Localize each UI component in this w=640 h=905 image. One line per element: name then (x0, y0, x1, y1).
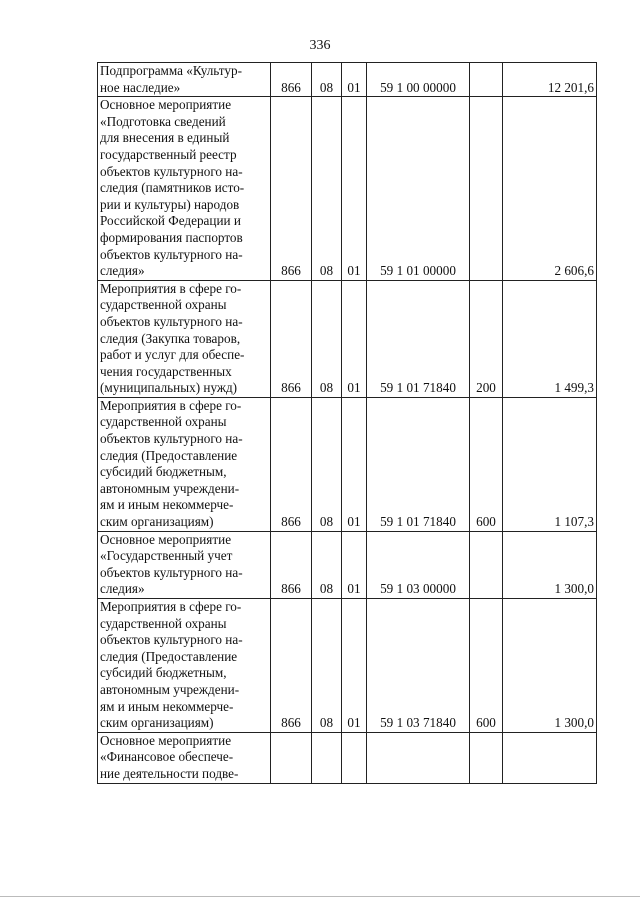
admin-code: 866 (271, 397, 312, 531)
row-description: Мероприятия в сфере го- сударственной охраны объектов культурного на- следия (Предоставление субсидий бюджетным, автономным учреждени- ям и иным некоммерче- ским организациям) (98, 397, 271, 531)
expense-type: 600 (470, 397, 503, 531)
target-article: 59 1 03 00000 (367, 531, 470, 598)
expense-type (470, 97, 503, 281)
section-code: 08 (312, 97, 342, 281)
admin-code (271, 732, 312, 783)
table-row (98, 97, 597, 281)
row-description: Мероприятия в сфере го- сударственной охраны объектов культурного на- следия (Закупка товаров, работ и услуг для обеспе- чения государственных (муниципальных) нужд) (98, 280, 271, 397)
amount: 1 300,0 (503, 599, 597, 733)
section-code: 08 (312, 599, 342, 733)
target-article: 59 1 01 71840 (367, 397, 470, 531)
subsection-code: 01 (342, 280, 367, 397)
table-row (98, 732, 597, 783)
subsection-code: 01 (342, 97, 367, 281)
amount: 1 499,3 (503, 280, 597, 397)
target-article: 59 1 03 71840 (367, 599, 470, 733)
row-description: Мероприятия в сфере го- сударственной охраны объектов культурного на- следия (Предоставление субсидий бюджетным, автономным учреждени- ям и иным некоммерче- ским организациям) (98, 599, 271, 733)
target-article: 59 1 00 00000 (367, 63, 470, 97)
footer-divider (0, 896, 640, 897)
target-article (367, 732, 470, 783)
expense-type (470, 63, 503, 97)
table-row (98, 599, 597, 733)
amount: 1 300,0 (503, 531, 597, 598)
amount: 2 606,6 (503, 97, 597, 281)
table-row (98, 63, 597, 97)
amount (503, 732, 597, 783)
table-row (98, 280, 597, 397)
target-article: 59 1 01 71840 (367, 280, 470, 397)
admin-code: 866 (271, 97, 312, 281)
section-code: 08 (312, 63, 342, 97)
row-description: Основное мероприятие «Финансовое обеспече- ние деятельности подве- (98, 732, 271, 783)
budget-table (97, 62, 597, 784)
row-description: Подпрограмма «Культур- ное наследие» (98, 63, 271, 97)
subsection-code (342, 732, 367, 783)
subsection-code: 01 (342, 599, 367, 733)
target-article: 59 1 01 00000 (367, 97, 470, 281)
section-code (312, 732, 342, 783)
admin-code: 866 (271, 63, 312, 97)
expense-type: 200 (470, 280, 503, 397)
admin-code: 866 (271, 531, 312, 598)
row-description: Основное мероприятие «Подготовка сведений для внесения в единый государственный реестр объектов культурного на- следия (памятников исто- рии и культуры) народов Российской Федерации и формирования паспортов объектов культурного на- следия» (98, 97, 271, 281)
expense-type (470, 732, 503, 783)
row-description: Основное мероприятие «Государственный учет объектов культурного на- следия» (98, 531, 271, 598)
amount: 1 107,3 (503, 397, 597, 531)
table-row (98, 397, 597, 531)
subsection-code: 01 (342, 63, 367, 97)
expense-type: 600 (470, 599, 503, 733)
table-row (98, 531, 597, 598)
section-code: 08 (312, 397, 342, 531)
section-code: 08 (312, 280, 342, 397)
section-code: 08 (312, 531, 342, 598)
expense-type (470, 531, 503, 598)
admin-code: 866 (271, 599, 312, 733)
admin-code: 866 (271, 280, 312, 397)
subsection-code: 01 (342, 531, 367, 598)
subsection-code: 01 (342, 397, 367, 531)
amount: 12 201,6 (503, 63, 597, 97)
page-number: 336 (309, 38, 331, 53)
